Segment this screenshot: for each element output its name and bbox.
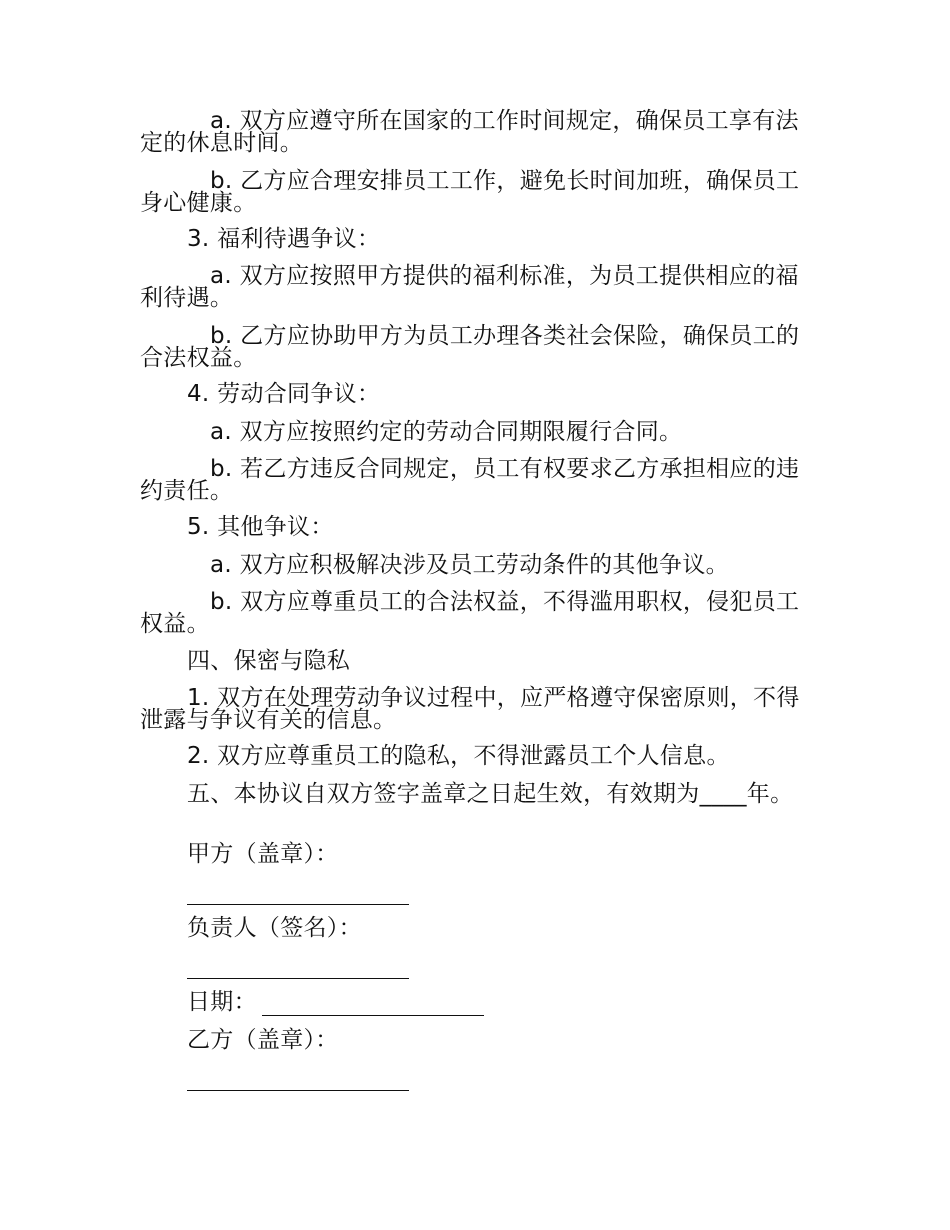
clause-4b: b. 若乙方违反合同规定，员工有权要求乙方承担相应的违约责任。 xyxy=(140,456,800,504)
date-label: 日期： xyxy=(187,989,257,1015)
clause-confidential-1: 1. 双方在处理劳动争议过程中，应严格遵守保密原则，不得泄露与争议有关的信息。 xyxy=(140,685,800,733)
party-a-seal-label: 甲方（盖章）： xyxy=(187,841,339,867)
clause-5a: a. 双方应积极解决涉及员工劳动条件的其他争议。 xyxy=(210,552,729,578)
party-b-seal-label: 乙方（盖章）： xyxy=(187,1027,339,1053)
party-a-seal-blank xyxy=(187,904,409,905)
clause-2b: b. 乙方应合理安排员工工作，避免长时间加班，确保员工身心健康。 xyxy=(140,168,800,216)
section-4-heading: 4. 劳动合同争议： xyxy=(187,381,381,407)
party-b-seal-blank xyxy=(187,1090,409,1091)
clause-3a: a. 双方应按照甲方提供的福利标准，为员工提供相应的福利待遇。 xyxy=(140,263,799,311)
section-3-heading: 3. 福利待遇争议： xyxy=(187,226,381,252)
section-5-heading: 5. 其他争议： xyxy=(187,514,334,540)
chapter-4-heading: 四、保密与隐私 xyxy=(187,648,351,674)
chapter-5-effective-clause: 五、本协议自双方签字盖章之日起生效，有效期为____年。 xyxy=(187,781,794,807)
clause-5b: b. 双方应尊重员工的合法权益，不得滥用职权，侵犯员工权益。 xyxy=(140,589,800,637)
clause-2a: a. 双方应遵守所在国家的工作时间规定，确保员工享有法定的休息时间。 xyxy=(140,108,799,156)
clause-confidential-2: 2. 双方应尊重员工的隐私，不得泄露员工个人信息。 xyxy=(187,743,730,769)
date-blank xyxy=(262,1015,484,1016)
clause-3b: b. 乙方应协助甲方为员工办理各类社会保险，确保员工的合法权益。 xyxy=(140,323,800,371)
responsible-signature-blank xyxy=(187,978,409,979)
responsible-person-label: 负责人（签名）： xyxy=(187,915,362,941)
clause-4a: a. 双方应按照约定的劳动合同期限履行合同。 xyxy=(210,419,683,445)
